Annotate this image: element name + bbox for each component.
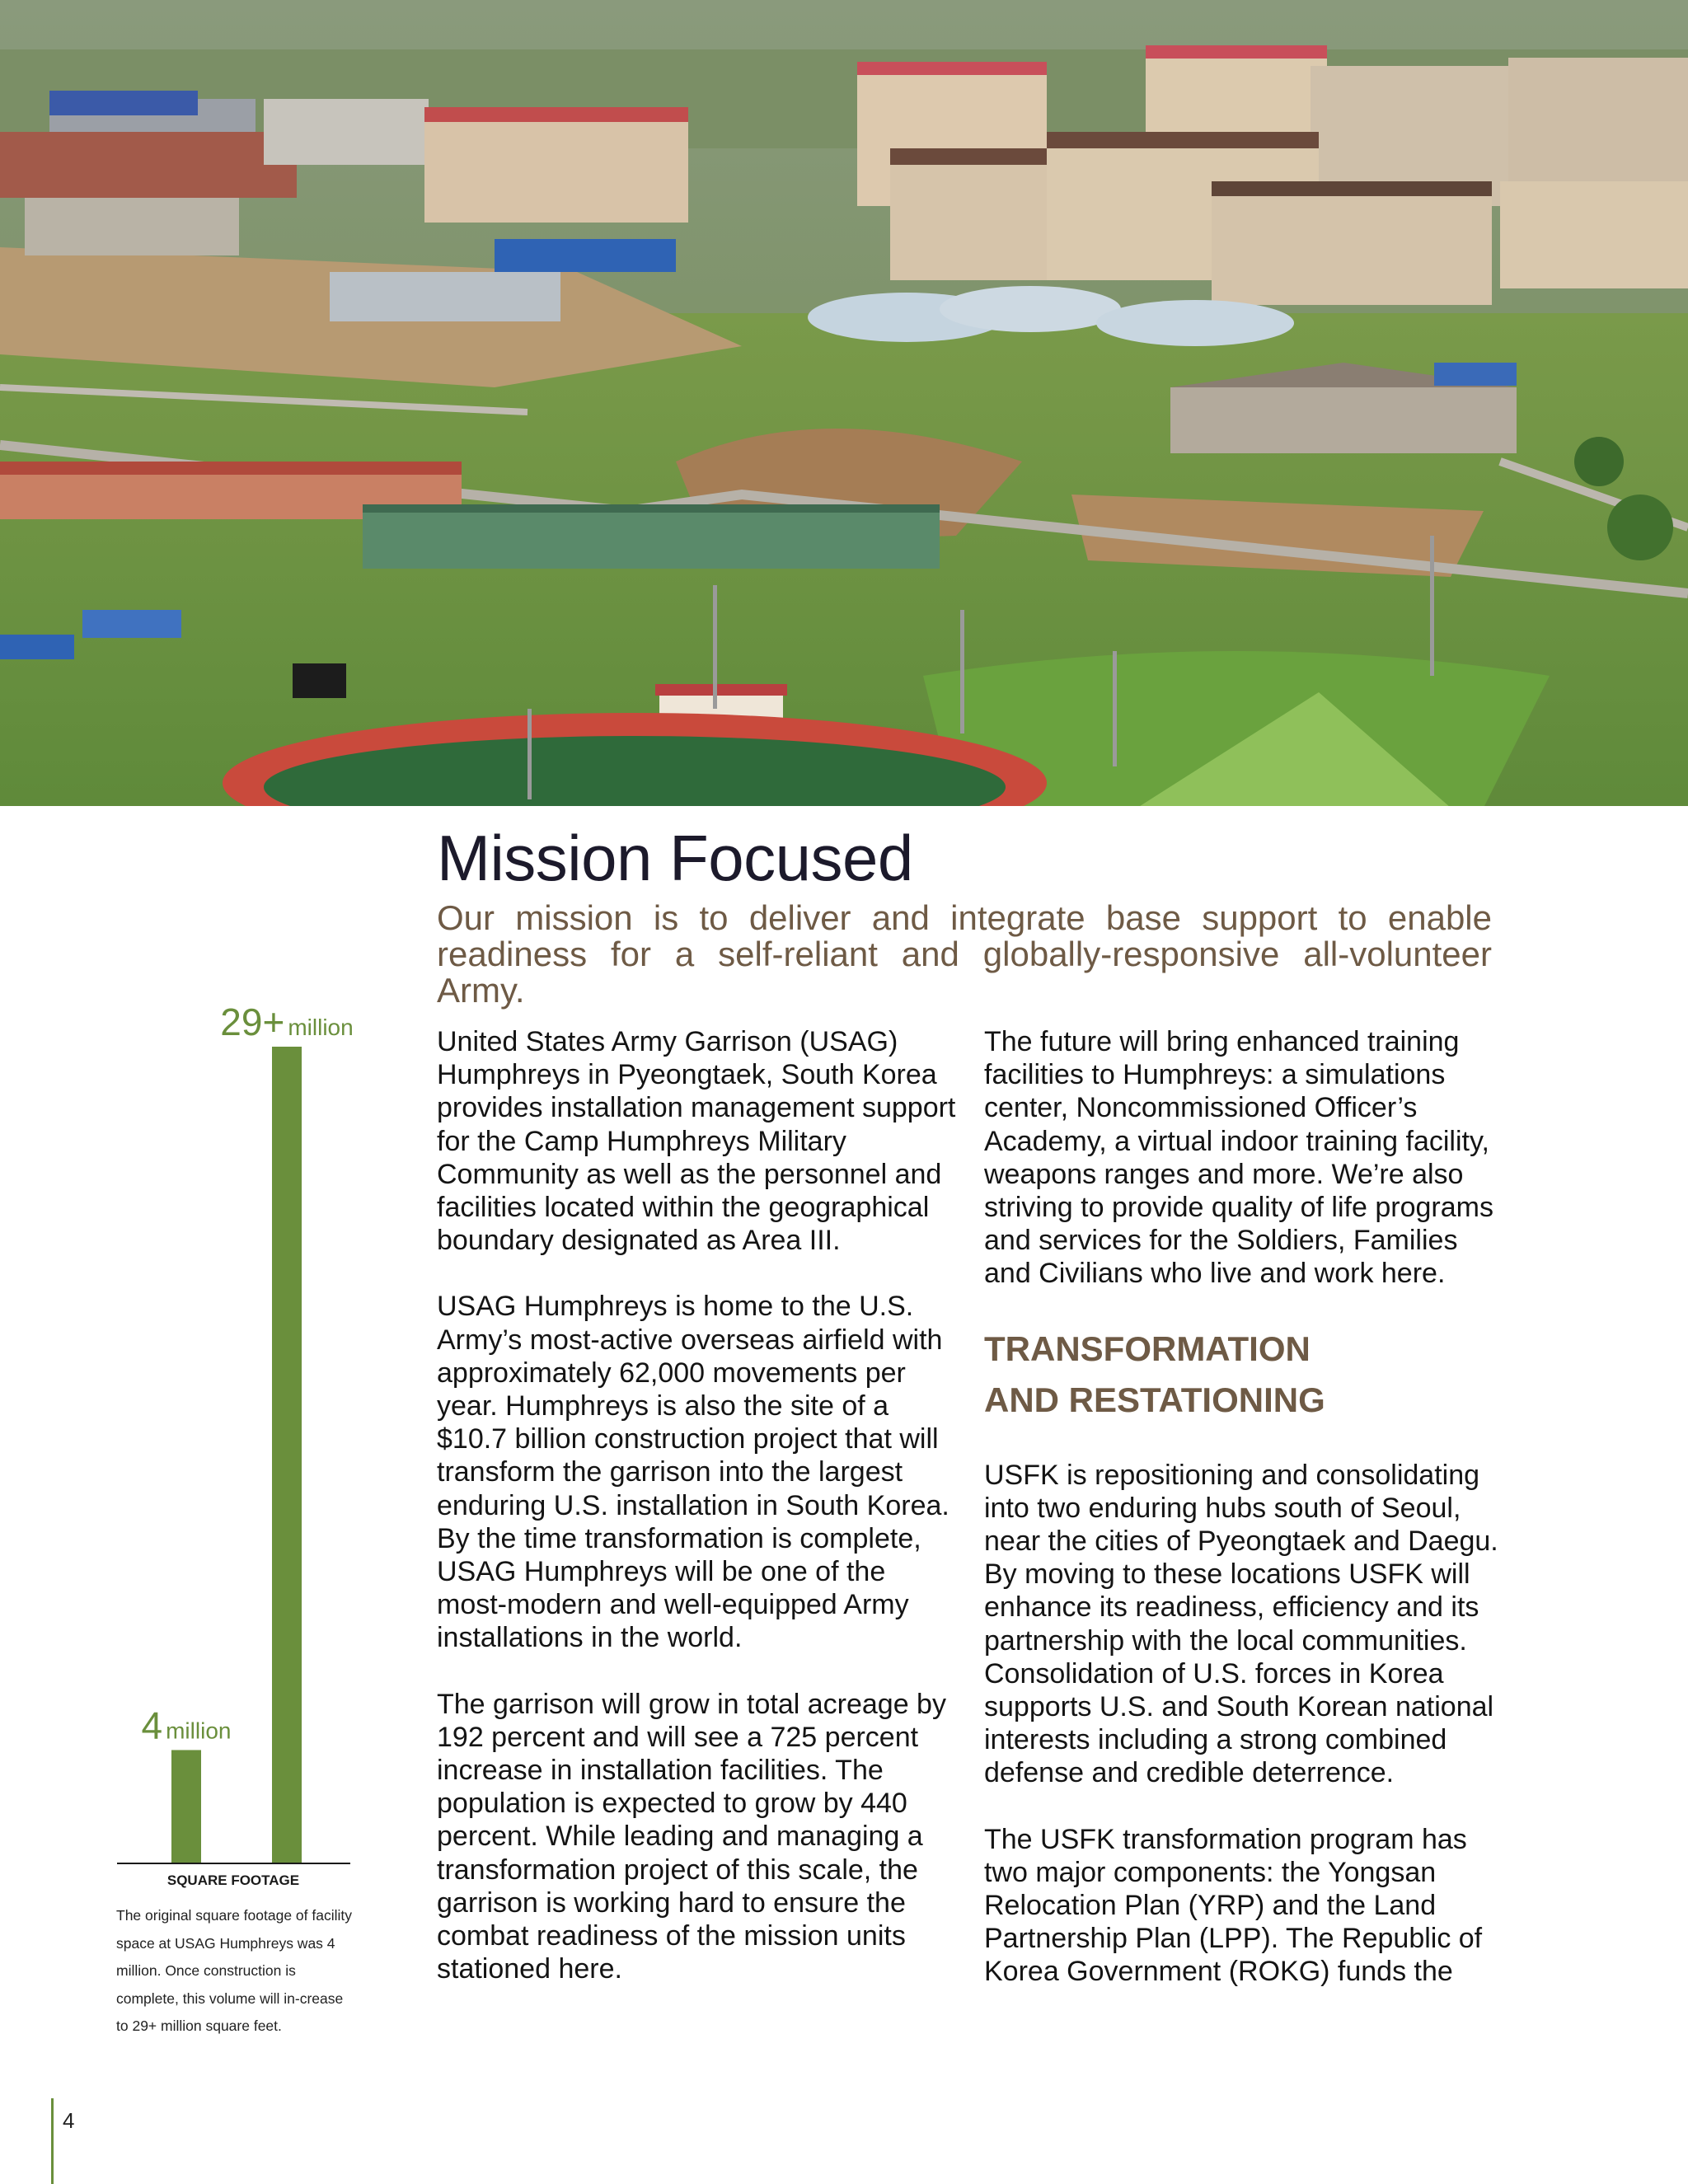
body-column-left: [437, 1025, 956, 2018]
body-paragraph: The USFK transformation program has two major components: the Yongsan Relocation Plan (YRP) and the Land Partnership Plan (LPP). The Republic of Korea Government (ROKG) funds the: [984, 1823, 1483, 1988]
data-label-number: 4: [141, 1704, 163, 1747]
body-paragraph: USAG Humphreys is home to the U.S. Army’s most-active overseas airfield with approximately 62,000 movements per year. Humphreys is also the site of a $10.7 billion construction project that will transform the garrison into the largest enduring U.S. installation in South Korea. By the time transformation is complete, USAG Humphreys will be one of the most-modern and well-equipped Army installations in the world.: [437, 1291, 950, 1654]
hero-photo: [0, 0, 1688, 806]
page-number: 4: [63, 2108, 75, 2133]
body-paragraph: The garrison will grow in total acreage by 192 percent and will see a 725 percent increase in installation facilities. The population is expected to grow by 440 percent. While leading and managing a transformation project of this scale, the garrison is working hard to ensure the combat readiness of the mission units stationed here.: [437, 1688, 946, 1985]
bar-chart: [107, 981, 379, 1887]
bar-1: [272, 1047, 302, 1863]
page-title: Mission Focused: [437, 822, 913, 894]
aerial-construction-photo: [0, 0, 1688, 806]
bar-data-label: [142, 1704, 232, 1746]
section-heading-line: AND RESTATIONING: [984, 1380, 1325, 1419]
body-paragraph: United States Army Garrison (USAG) Humphreys in Pyeongtaek, South Korea provides installation management support for the Camp Humphreys Military Community as well as the personnel and facilities located within the geographical boundary designated as Area III.: [437, 1026, 956, 1257]
body-paragraph: The future will bring enhanced training facilities to Humphreys: a simulations center, Noncommissioned Officer’s Academy, a virtual indoor training facility, weapons ranges and more. We’re also striving to provide quality of life programs and services for the Soldiers, Families and Civilians who live and work here.: [984, 1026, 1493, 1290]
section-heading-line: TRANSFORMATION: [984, 1329, 1311, 1368]
data-label-unit: million: [288, 1015, 354, 1040]
body-paragraph: USFK is repositioning and consolidating into two enduring hubs south of Seoul, near the cities of Pyeongtaek and Daegu. By moving to these locations USFK will enhance its readiness, efficiency and its partnership with the local communities. Consolidation of U.S. forces in Korea supports U.S. and South Korean national interests including a strong combined defense and credible deterrence.: [984, 1459, 1498, 1789]
body-column-right: [984, 1025, 1512, 2022]
square-footage-chart: [107, 981, 379, 1887]
x-axis-label: SQUARE FOOTAGE: [166, 1872, 300, 1888]
data-label-number: 29+: [220, 1001, 285, 1043]
section-heading: [984, 1324, 1512, 1426]
bar-data-label: [220, 1001, 353, 1043]
mission-statement: Our mission is to deliver and integrate base support to enable readiness for a self-reliant and globally-responsive all-volunteer Army.: [437, 898, 1492, 1010]
bar-0: [171, 1750, 201, 1863]
chart-caption: The original square footage of facility space at USAG Humphreys was 4 million. Once construction is complete, this volume will in-crease to 29+ million square feet.: [116, 1907, 352, 2034]
page-rule: [51, 2098, 54, 2184]
data-label-unit: million: [166, 1718, 232, 1744]
